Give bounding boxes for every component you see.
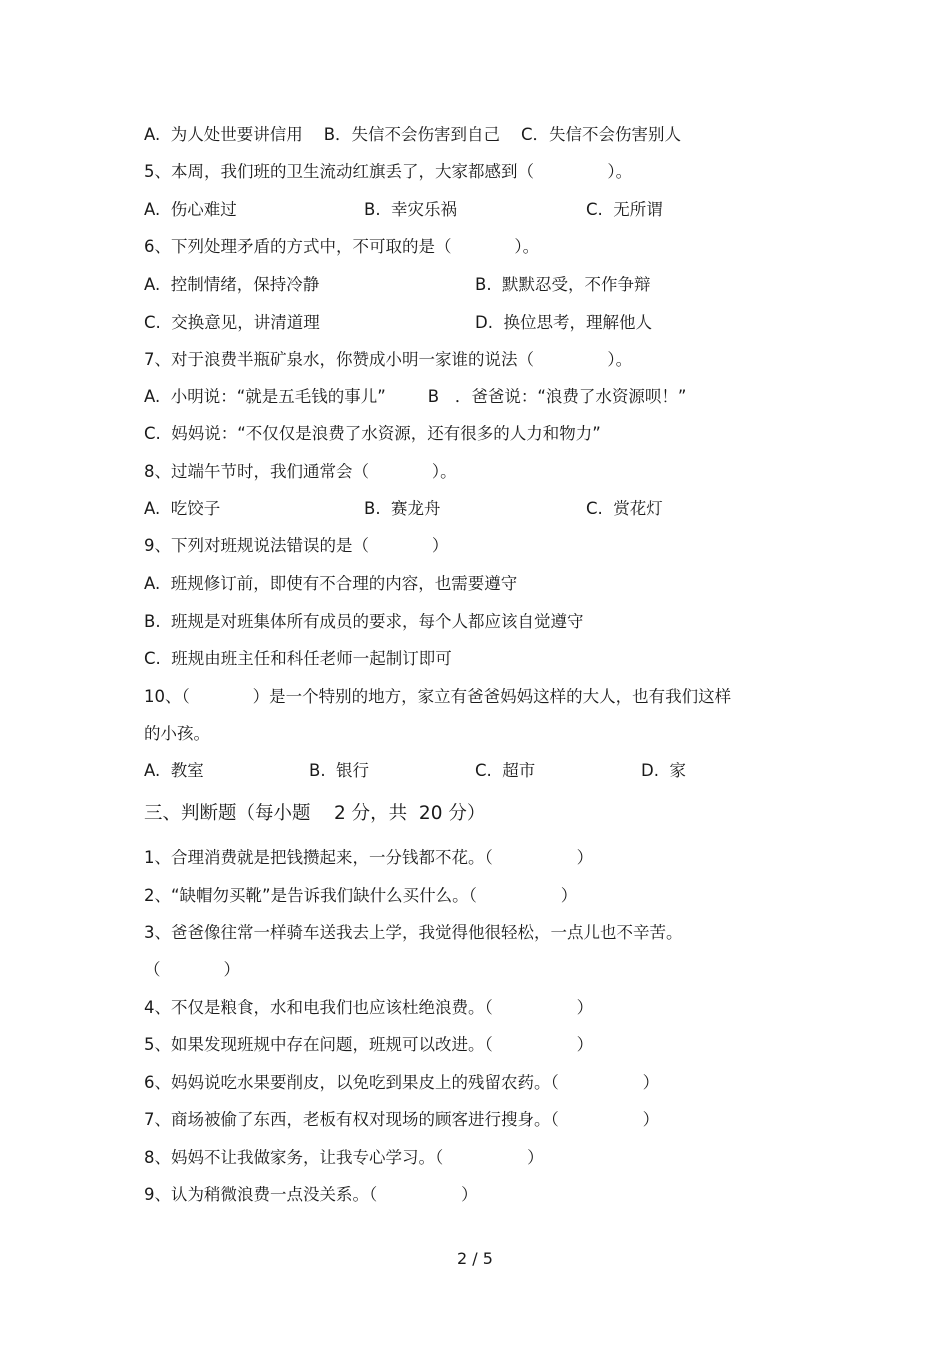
question-8: 8、过端午节时，我们通常会（ ）。 [144,462,457,481]
judge-item-9: 9、认为稍微浪费一点没关系。（ ） [144,1185,478,1204]
q9-option-c: C. 班规由班主任和科任老师一起制订即可 [144,649,452,668]
section-3-title: 三、判断题（每小题 2 分，共 20 分） [144,803,486,824]
q5-option-c: C. 无所谓 [586,200,663,219]
q5-option-a: A. 伤心难过 [144,200,237,219]
q5-option-b: B. 幸灾乐祸 [364,200,458,219]
judge-item-7: 7、商场被偷了东西，老板有权对现场的顾客进行搜身。（ ） [144,1110,660,1129]
judge-item-4: 4、不仅是粮食，水和电我们也应该杜绝浪费。（ ） [144,998,594,1017]
judge-item-3-paren: （ ） [144,960,240,979]
judge-item-5: 5、如果发现班规中存在问题，班规可以改进。（ ） [144,1035,594,1054]
q9-option-a: A. 班规修订前，即使有不合理的内容，也需要遵守 [144,574,518,593]
judge-item-8: 8、妈妈不让我做家务，让我专心学习。（ ） [144,1148,544,1167]
question-5: 5、本周，我们班的卫生流动红旗丢了，大家都感到（ ）。 [144,162,633,181]
judge-item-2: 2、“缺帽勿买靴”是告诉我们缺什么买什么。（ ） [144,886,578,905]
q10-option-a: A. 教室 [144,761,204,780]
question-10-cont: 的小孩。 [144,724,210,743]
q10-option-d: D. 家 [641,761,686,780]
q8-option-a: A. 吃饺子 [144,499,221,518]
q7-option-c: C. 妈妈说：“不仅仅是浪费了水资源，还有很多的人力和物力” [144,424,601,443]
q10-option-b: B. 银行 [309,761,370,780]
page-number: 2 / 5 [457,1249,493,1268]
judge-item-1: 1、合理消费就是把钱攒起来，一分钱都不花。（ ） [144,848,594,867]
q8-option-c: C. 赏花灯 [586,499,663,518]
question-6: 6、下列处理矛盾的方式中，不可取的是（ ）。 [144,237,540,256]
q9-option-b: B. 班规是对班集体所有成员的要求，每个人都应该自觉遵守 [144,612,584,631]
judge-item-6: 6、妈妈说吃水果要削皮，以免吃到果皮上的残留农药。（ ） [144,1073,660,1092]
q6-option-b: B. 默默忍受，不作争辩 [475,275,651,294]
question-7: 7、对于浪费半瓶矿泉水，你赞成小明一家谁的说法（ ）。 [144,350,633,369]
q4-options: A. 为人处世要讲信用 B．失信不会伤害到自己 C．失信不会伤害别人 [144,125,682,144]
q10-option-c: C. 超市 [475,761,536,780]
q6-option-a: A. 控制情绪，保持冷静 [144,275,320,294]
q6-option-d: D. 换位思考，理解他人 [475,313,652,332]
q6-option-c: C. 交换意见，讲清道理 [144,313,320,332]
q7-options-ab: A. 小明说：“就是五毛钱的事儿” B ．爸爸说：“浪费了水资源呗！” [144,387,687,406]
judge-item-3: 3、爸爸像往常一样骑车送我去上学，我觉得他很轻松，一点儿也不辛苦。 [144,923,683,942]
question-9: 9、下列对班规说法错误的是（ ） [144,536,449,555]
q8-option-b: B. 赛龙舟 [364,499,441,518]
question-10: 10、（ ）是一个特别的地方，家立有爸爸妈妈这样的大人，也有我们这样 [144,687,732,706]
